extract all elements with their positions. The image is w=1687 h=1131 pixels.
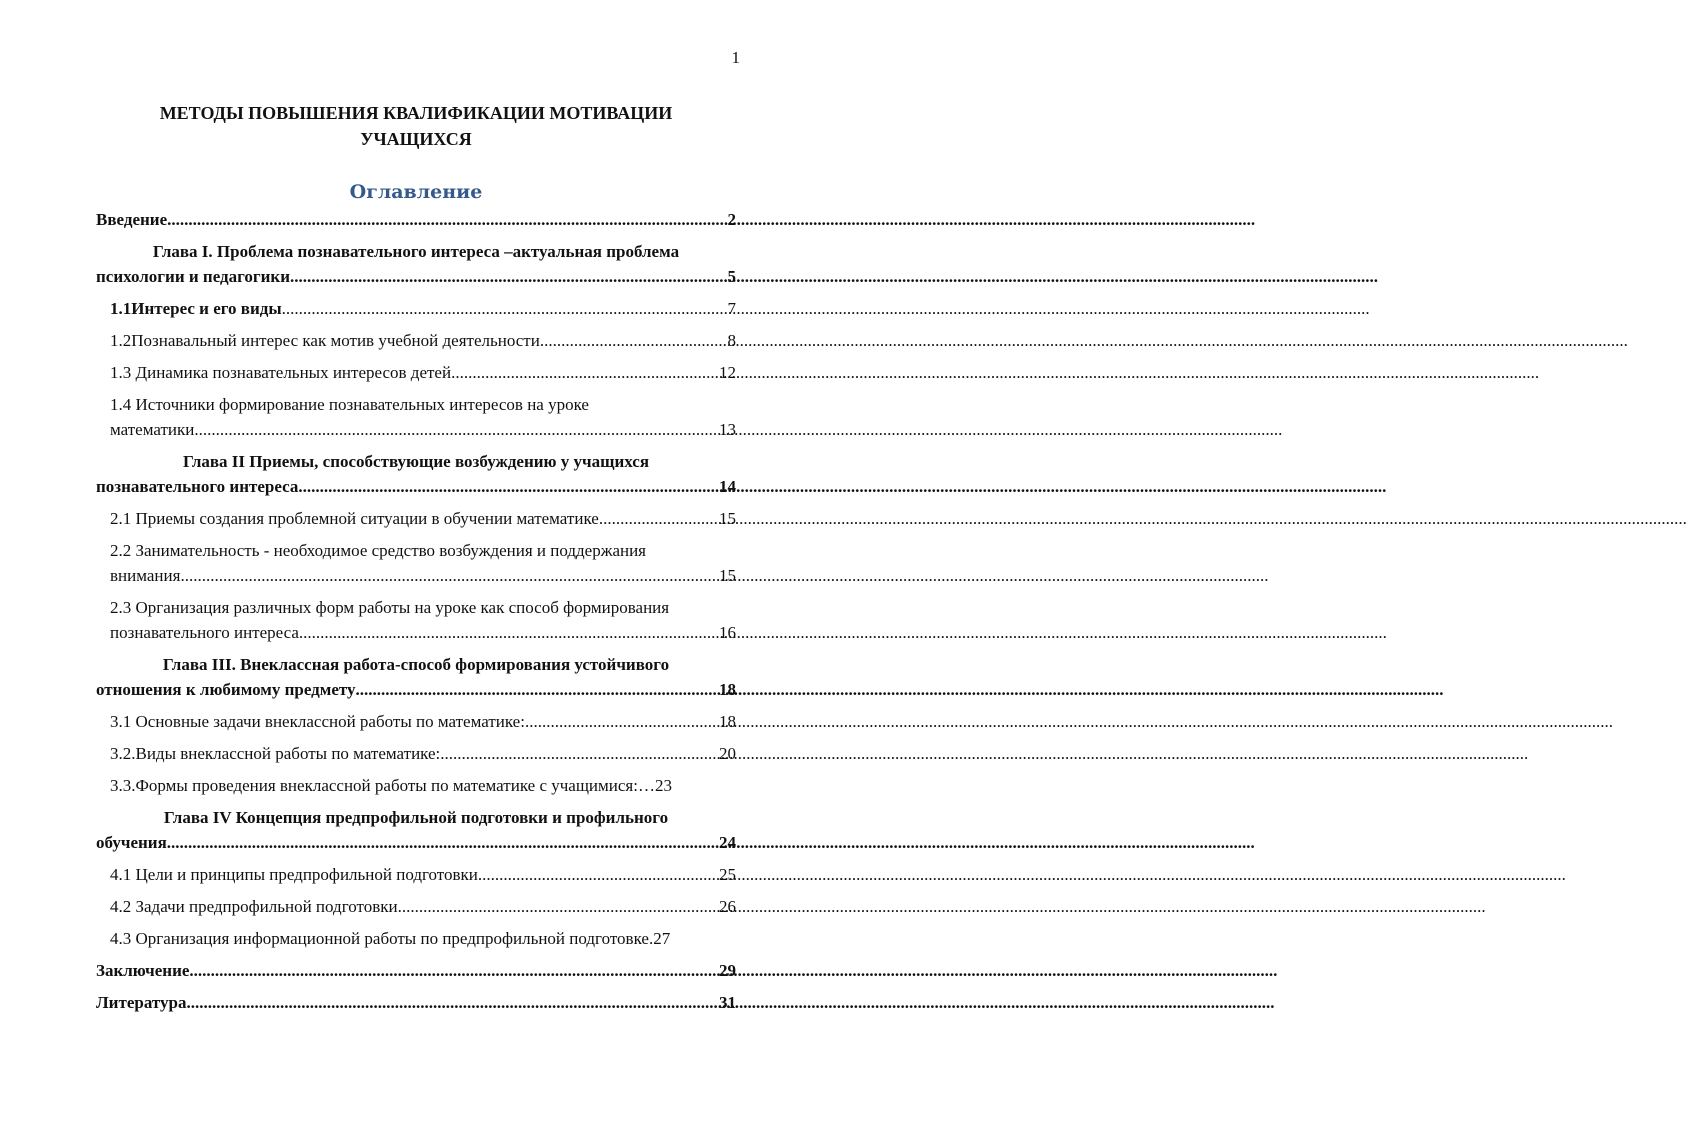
toc-entry-number: 1.1 bbox=[110, 299, 132, 318]
toc-page-number: 7 bbox=[727, 299, 736, 318]
toc-entry-section-2-1[interactable] bbox=[96, 506, 736, 531]
toc-entry-section-1-1[interactable] bbox=[96, 296, 736, 321]
toc-page-number: 27 bbox=[653, 929, 671, 948]
toc-page-number: 31 bbox=[719, 993, 736, 1012]
toc-page-number: 5 bbox=[727, 267, 736, 286]
toc-entry-text: 1.3 Динамика познавательных интересов детей bbox=[110, 363, 452, 382]
toc-entry-text: 2.1 Приемы создания проблемной ситуации в обучении математике bbox=[110, 509, 599, 528]
table-of-contents bbox=[96, 207, 736, 1015]
toc-entry-section-1-3[interactable] bbox=[96, 360, 736, 385]
toc-entry-text-line1: Глава III. Внеклассная работа-способ формирования устойчивого bbox=[162, 655, 670, 674]
toc-leader-dots bbox=[478, 862, 719, 887]
toc-entry-literature[interactable] bbox=[96, 990, 736, 1015]
toc-entry-chapter-4[interactable] bbox=[96, 805, 736, 855]
toc-leader-dots bbox=[299, 620, 719, 645]
toc-leader-dots bbox=[451, 360, 719, 385]
toc-entry-section-3-2[interactable] bbox=[96, 741, 736, 766]
toc-entry-text: Введение bbox=[96, 210, 168, 229]
toc-page-number: 2 bbox=[727, 210, 736, 229]
toc-page-number: 16 bbox=[719, 623, 736, 642]
page-number: 1 bbox=[731, 48, 740, 67]
toc-entry-text-line1: Глава II Приемы, способствующие возбуждению у учащихся bbox=[182, 452, 650, 471]
toc-entry-text: 4.2 Задачи предпрофильной подготовки bbox=[110, 897, 398, 916]
toc-leader-dots bbox=[194, 417, 719, 442]
toc-page-number: 25 bbox=[719, 865, 736, 884]
toc-leader-dots bbox=[540, 328, 728, 353]
toc-entry-section-2-3[interactable] bbox=[96, 595, 736, 645]
toc-entry-section-3-1[interactable] bbox=[96, 709, 736, 734]
toc-page-number: 29 bbox=[719, 961, 736, 980]
toc-leader-dots bbox=[186, 990, 719, 1015]
toc-entry-text: 3.2.Виды внеклассной работы по математике: bbox=[110, 744, 441, 763]
toc-page-number: 24 bbox=[719, 833, 736, 852]
toc-entry-intro[interactable] bbox=[96, 207, 736, 232]
toc-page-number: 15 bbox=[719, 509, 736, 528]
toc-leader-dots bbox=[356, 677, 719, 702]
toc-leader-dots bbox=[398, 894, 719, 919]
toc-leader-dots bbox=[282, 296, 728, 321]
toc-leader-dots bbox=[599, 506, 719, 531]
toc-leader-dots bbox=[525, 709, 719, 734]
toc-page-number: 13 bbox=[719, 420, 736, 439]
toc-entry-section-4-2[interactable] bbox=[96, 894, 736, 919]
toc-entry-conclusion[interactable] bbox=[96, 958, 736, 983]
toc-leader-dots bbox=[167, 830, 719, 855]
toc-entry-section-3-3[interactable] bbox=[96, 773, 736, 798]
toc-entry-chapter-3[interactable] bbox=[96, 652, 736, 702]
toc-entry-text-line1: Глава I. Проблема познавательного интереса –актуальная проблема bbox=[152, 242, 680, 261]
toc-entry-text: Литература bbox=[96, 993, 187, 1012]
toc-entry-text-line1: 2.3 Организация различных форм работы на уроке как способ формирования bbox=[110, 598, 670, 617]
toc-page-number: 15 bbox=[719, 566, 736, 585]
toc-entry-text-line2: математики bbox=[110, 420, 195, 439]
toc-entry-text-line2: познавательного интереса bbox=[110, 623, 299, 642]
toc-leader-dots bbox=[440, 741, 719, 766]
toc-entry-section-4-1[interactable] bbox=[96, 862, 736, 887]
toc-entry-section-4-3[interactable] bbox=[96, 926, 736, 951]
toc-entry-text-line2: внимания bbox=[110, 566, 181, 585]
toc-entry-text: Интерес и его виды bbox=[131, 299, 282, 318]
toc-heading: Оглавление bbox=[349, 181, 483, 203]
toc-entry-section-1-4[interactable] bbox=[96, 392, 736, 442]
document-title-line2: УЧАЩИХСЯ bbox=[360, 129, 472, 149]
toc-entry-section-1-2[interactable] bbox=[96, 328, 736, 353]
toc-page-number: 18 bbox=[719, 712, 736, 731]
toc-leader-dots bbox=[180, 563, 719, 588]
toc-page-number: 8 bbox=[727, 331, 736, 350]
toc-page-number: 14 bbox=[719, 477, 736, 496]
toc-entry-text-line2: познавательного интереса bbox=[96, 477, 299, 496]
toc-entry-text: 3.3.Формы проведения внеклассной работы по математике с учащимися:… bbox=[110, 776, 655, 795]
toc-entry-text-line2: обучения bbox=[96, 833, 167, 852]
toc-entry-text: 4.1 Цели и принципы предпрофильной подготовки bbox=[110, 865, 478, 884]
toc-entry-text-line1: 2.2 Занимательность - необходимое средство возбуждения и поддержания bbox=[110, 541, 647, 560]
toc-entry-text-line1: 1.4 Источники формирование познавательных интересов на уроке bbox=[110, 395, 589, 414]
document-title-line1: МЕТОДЫ ПОВЫШЕНИЯ КВАЛИФИКАЦИИ МОТИВАЦИИ bbox=[159, 103, 673, 123]
toc-entry-chapter-1[interactable] bbox=[96, 239, 736, 289]
toc-page-number: 12 bbox=[719, 363, 736, 382]
toc-page-number: 26 bbox=[719, 897, 736, 916]
toc-leader-dots bbox=[290, 264, 727, 289]
toc-entry-section-2-2[interactable] bbox=[96, 538, 736, 588]
toc-page-number: 23 bbox=[654, 776, 672, 795]
toc-leader-dots bbox=[189, 958, 719, 983]
toc-page-number: 18 bbox=[719, 680, 736, 699]
toc-entry-text-line2: психологии и педагогики bbox=[96, 267, 291, 286]
toc-page-number: 20 bbox=[719, 744, 736, 763]
document-title bbox=[96, 100, 736, 152]
toc-entry-text: 4.3 Организация информационной работы по предпрофильной подготовке. bbox=[110, 929, 654, 948]
toc-entry-text-line2: отношения к любимому предмету bbox=[96, 680, 356, 699]
toc-leader-dots bbox=[167, 207, 727, 232]
toc-entry-chapter-2[interactable] bbox=[96, 449, 736, 499]
toc-entry-text: 3.1 Основные задачи внеклассной работы по математике: bbox=[110, 712, 525, 731]
toc-leader-dots bbox=[298, 474, 719, 499]
toc-entry-text: Заключение bbox=[96, 961, 190, 980]
toc-entry-text: 1.2Познавальный интерес как мотив учебной деятельности bbox=[110, 331, 540, 350]
toc-entry-text-line1: Глава IV Концепция предпрофильной подготовки и профильного bbox=[163, 808, 669, 827]
